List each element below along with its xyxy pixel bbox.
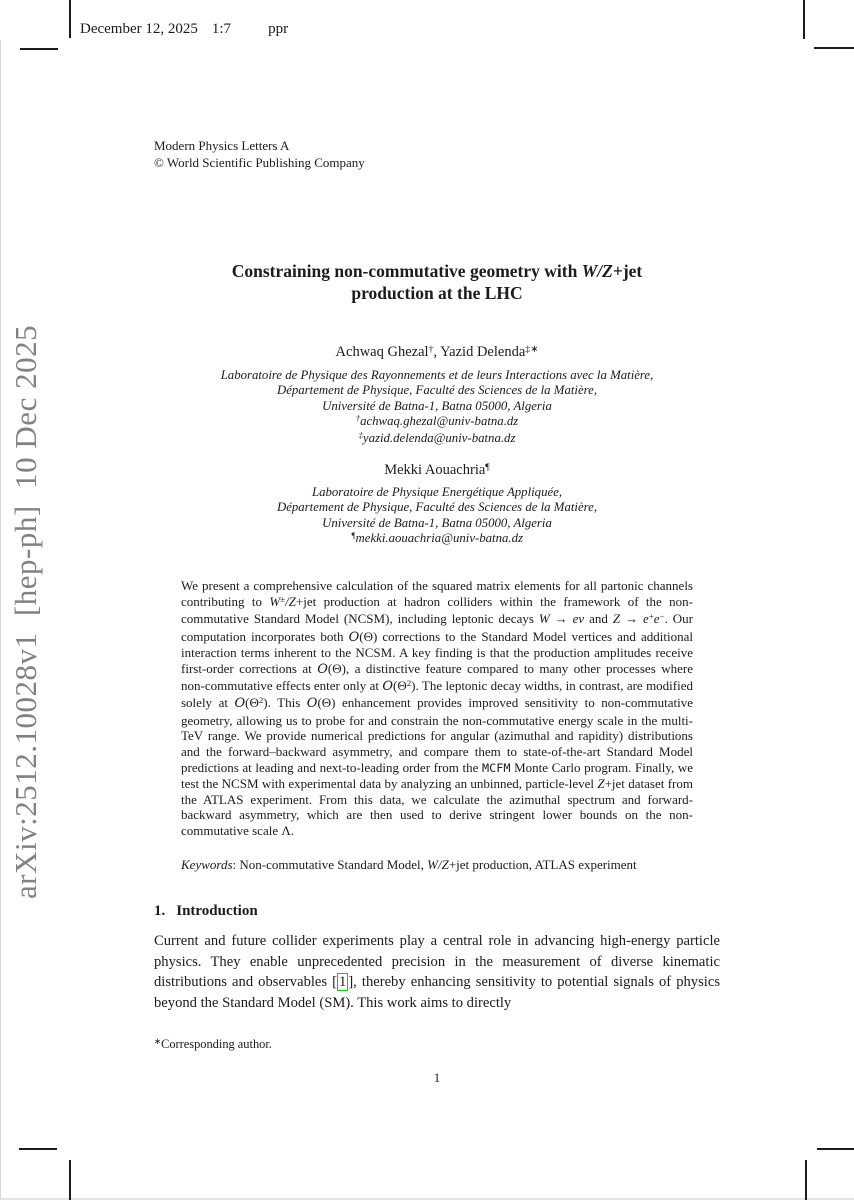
author-email — [154, 531, 720, 547]
page-number: 1 — [433, 1070, 441, 1085]
text-segment: : Non-commutative Standard Model, — [232, 857, 428, 872]
text-segment: (Θ — [393, 677, 407, 693]
text-segment: Keywords — [181, 857, 233, 872]
text-segment: O — [306, 696, 318, 712]
text-segment: , Yazid Delenda — [433, 344, 526, 360]
affiliation-line: Département de Physique, Faculté des Sciences de la Matière, — [276, 500, 598, 515]
affiliation-line: Laboratoire de Physique des Rayonnements et de leurs Interactions avec la Matière, — [220, 368, 654, 382]
text-segment: eν — [572, 611, 585, 627]
text-segment: W/Z — [581, 261, 613, 281]
header-tag: ppr — [268, 21, 289, 37]
text-segment: + — [648, 611, 654, 622]
text-segment: ). This — [263, 695, 307, 711]
text-segment: Z — [597, 776, 605, 792]
text-segment: † — [355, 413, 361, 424]
affiliation-line: Université de Batna-1, Batna 05000, Algeria — [322, 398, 552, 413]
text-segment: MCFM — [481, 760, 511, 775]
text-segment: Achwaq Ghezal — [335, 344, 429, 360]
crop-mark-bottom-left-vertical — [69, 1160, 71, 1200]
text-segment: O — [234, 696, 246, 712]
page-edge-left — [0, 40, 1, 1200]
text-segment: achwaq.ghezal@univ-batna.dz — [360, 414, 519, 429]
text-segment: +jet production, ATLAS experiment — [448, 857, 637, 872]
affiliation-block-1 — [154, 368, 720, 447]
text-segment: (Θ), a distinctive feature compared to many other processes where non-commutative effects enter only at — [181, 660, 693, 693]
affiliation-block-2 — [154, 485, 720, 548]
text-segment: +jet — [612, 261, 643, 281]
journal-name: Modern Physics Letters A — [154, 138, 290, 153]
running-header — [80, 21, 288, 38]
text-segment: W/Z — [427, 857, 449, 872]
text-segment: +jet dataset from the ATLAS experiment. From this data, we calculate the azimuthal spectrum and forward-backward asymmetry, which are then used to derive stringent lower bounds on the non-commutative scale Λ. — [181, 776, 693, 838]
text-segment: Monte Carlo program. Finally, we test the NCSM with experimental data by analyzing an unbinned, particle-level — [181, 759, 693, 792]
text-segment: O — [382, 678, 394, 694]
crop-mark-bottom-left-horizontal — [19, 1148, 57, 1150]
journal-block — [154, 138, 365, 171]
text-segment: W — [269, 593, 281, 609]
text-segment: Constraining non-commutative geometry with — [231, 261, 582, 281]
crop-mark-top-right-vertical — [803, 0, 805, 39]
keywords-line — [181, 857, 693, 873]
text-segment: and — [584, 611, 613, 627]
text-segment: e — [653, 611, 660, 627]
author-line-1 — [154, 344, 720, 361]
text-segment: → — [620, 611, 644, 627]
crop-mark-top-left-vertical — [69, 0, 71, 38]
arxiv-watermark: arXiv:2512.10028v1 [hep-ph] 10 Dec 2025 — [8, 324, 43, 899]
text-segment: 2 — [406, 677, 412, 688]
text-segment: ± — [280, 593, 286, 604]
text-segment: W — [538, 611, 550, 627]
text-segment: /Z — [285, 593, 296, 609]
paper-title-line-1 — [154, 260, 720, 282]
journal-copyright: © World Scientific Publishing Company — [154, 154, 365, 170]
section-heading-introduction — [154, 903, 258, 920]
paper-title — [154, 260, 720, 304]
text-segment: +jet production at hadron colliders within the framework of the non-commutative Standard Model (NCSM), including leptonic decays — [181, 593, 693, 627]
paper-title-line-2: production at the LHC — [351, 283, 523, 303]
text-segment: e — [643, 611, 649, 627]
affiliation-line: Université de Batna-1, Batna 05000, Algeria — [322, 515, 552, 530]
text-segment: Mekki Aouachria — [384, 462, 486, 478]
text-segment: yazid.delenda@univ-batna.dz — [362, 430, 516, 445]
text-segment: ‡ — [358, 429, 363, 440]
text-segment: . Our computation incorporates both — [181, 611, 693, 644]
crop-mark-top-left-horizontal — [20, 48, 58, 50]
text-segment: mekki.aouachria@univ-batna.dz — [355, 531, 523, 546]
text-segment: Z — [612, 611, 621, 627]
text-segment: ¶ — [351, 530, 356, 541]
section-title: Introduction — [176, 903, 258, 919]
text-segment: (Θ) corrections to the Standard Model vertices and additional interaction terms inherent to the NCSM. A key finding is that the production amplitudes receive first-order corrections at — [181, 628, 694, 676]
text-segment: Corresponding author. — [161, 1037, 272, 1051]
text-segment: We present a comprehensive calculation of the squared matrix elements for all partonic channels contributing to — [181, 578, 693, 609]
author-line-2 — [154, 462, 720, 479]
text-segment: → — [549, 611, 573, 627]
crop-mark-bottom-right-horizontal — [817, 1148, 854, 1150]
text-segment: − — [659, 611, 665, 622]
crop-mark-top-right-horizontal — [814, 47, 854, 49]
header-date: December 12, 2025 — [80, 21, 198, 37]
text-segment: ∗ — [154, 1036, 162, 1047]
text-segment: ). The leptonic decay widths, in contrast, are modified solely at — [181, 677, 693, 711]
affiliation-line: Laboratoire de Physique Energétique Appliquée, — [311, 485, 563, 499]
abstract — [181, 578, 693, 839]
text-segment: O — [348, 629, 360, 645]
corresponding-author-footnote — [154, 1037, 272, 1052]
text-segment: (Θ — [245, 695, 259, 711]
text-segment: 2 — [258, 695, 264, 706]
text-segment: ¶ — [485, 461, 490, 473]
text-segment: Current and future collider experiments play a central role in advancing high-energy particle physics. They enable unprecedented precision in the measurement of diverse kinematic distributions and observables [ — [154, 933, 720, 991]
affiliation-line: Département de Physique, Faculté des Sciences de la Matière, — [276, 383, 598, 398]
section-number: 1. — [154, 903, 166, 919]
text-segment: ‡∗ — [525, 343, 539, 355]
text-segment: ], thereby enhancing sensitivity to potential signals of physics beyond the Standard Model (SM). This work aims to directly — [154, 974, 720, 1011]
text-segment: (Θ) enhancement provides improved sensitivity to non-commutative geometry, allowing us to probe for and constrain the non-commutative energy scale in the multi-TeV range. We provide numerical predictions for angular (azimuthal and rapidity) distributions and the forward–backward asymmetry, and compare them to state-of-the-art Standard Model predictions at leading and next-to-leading order from the — [181, 695, 693, 775]
citation-ref-1[interactable]: 1 — [339, 974, 347, 991]
author-email — [154, 431, 720, 447]
crop-mark-bottom-right-vertical — [805, 1160, 807, 1200]
introduction-paragraph — [154, 931, 720, 1013]
author-email — [154, 414, 720, 430]
header-time: 1:7 — [211, 21, 232, 37]
text-segment: O — [317, 661, 328, 677]
text-segment: † — [428, 343, 434, 355]
